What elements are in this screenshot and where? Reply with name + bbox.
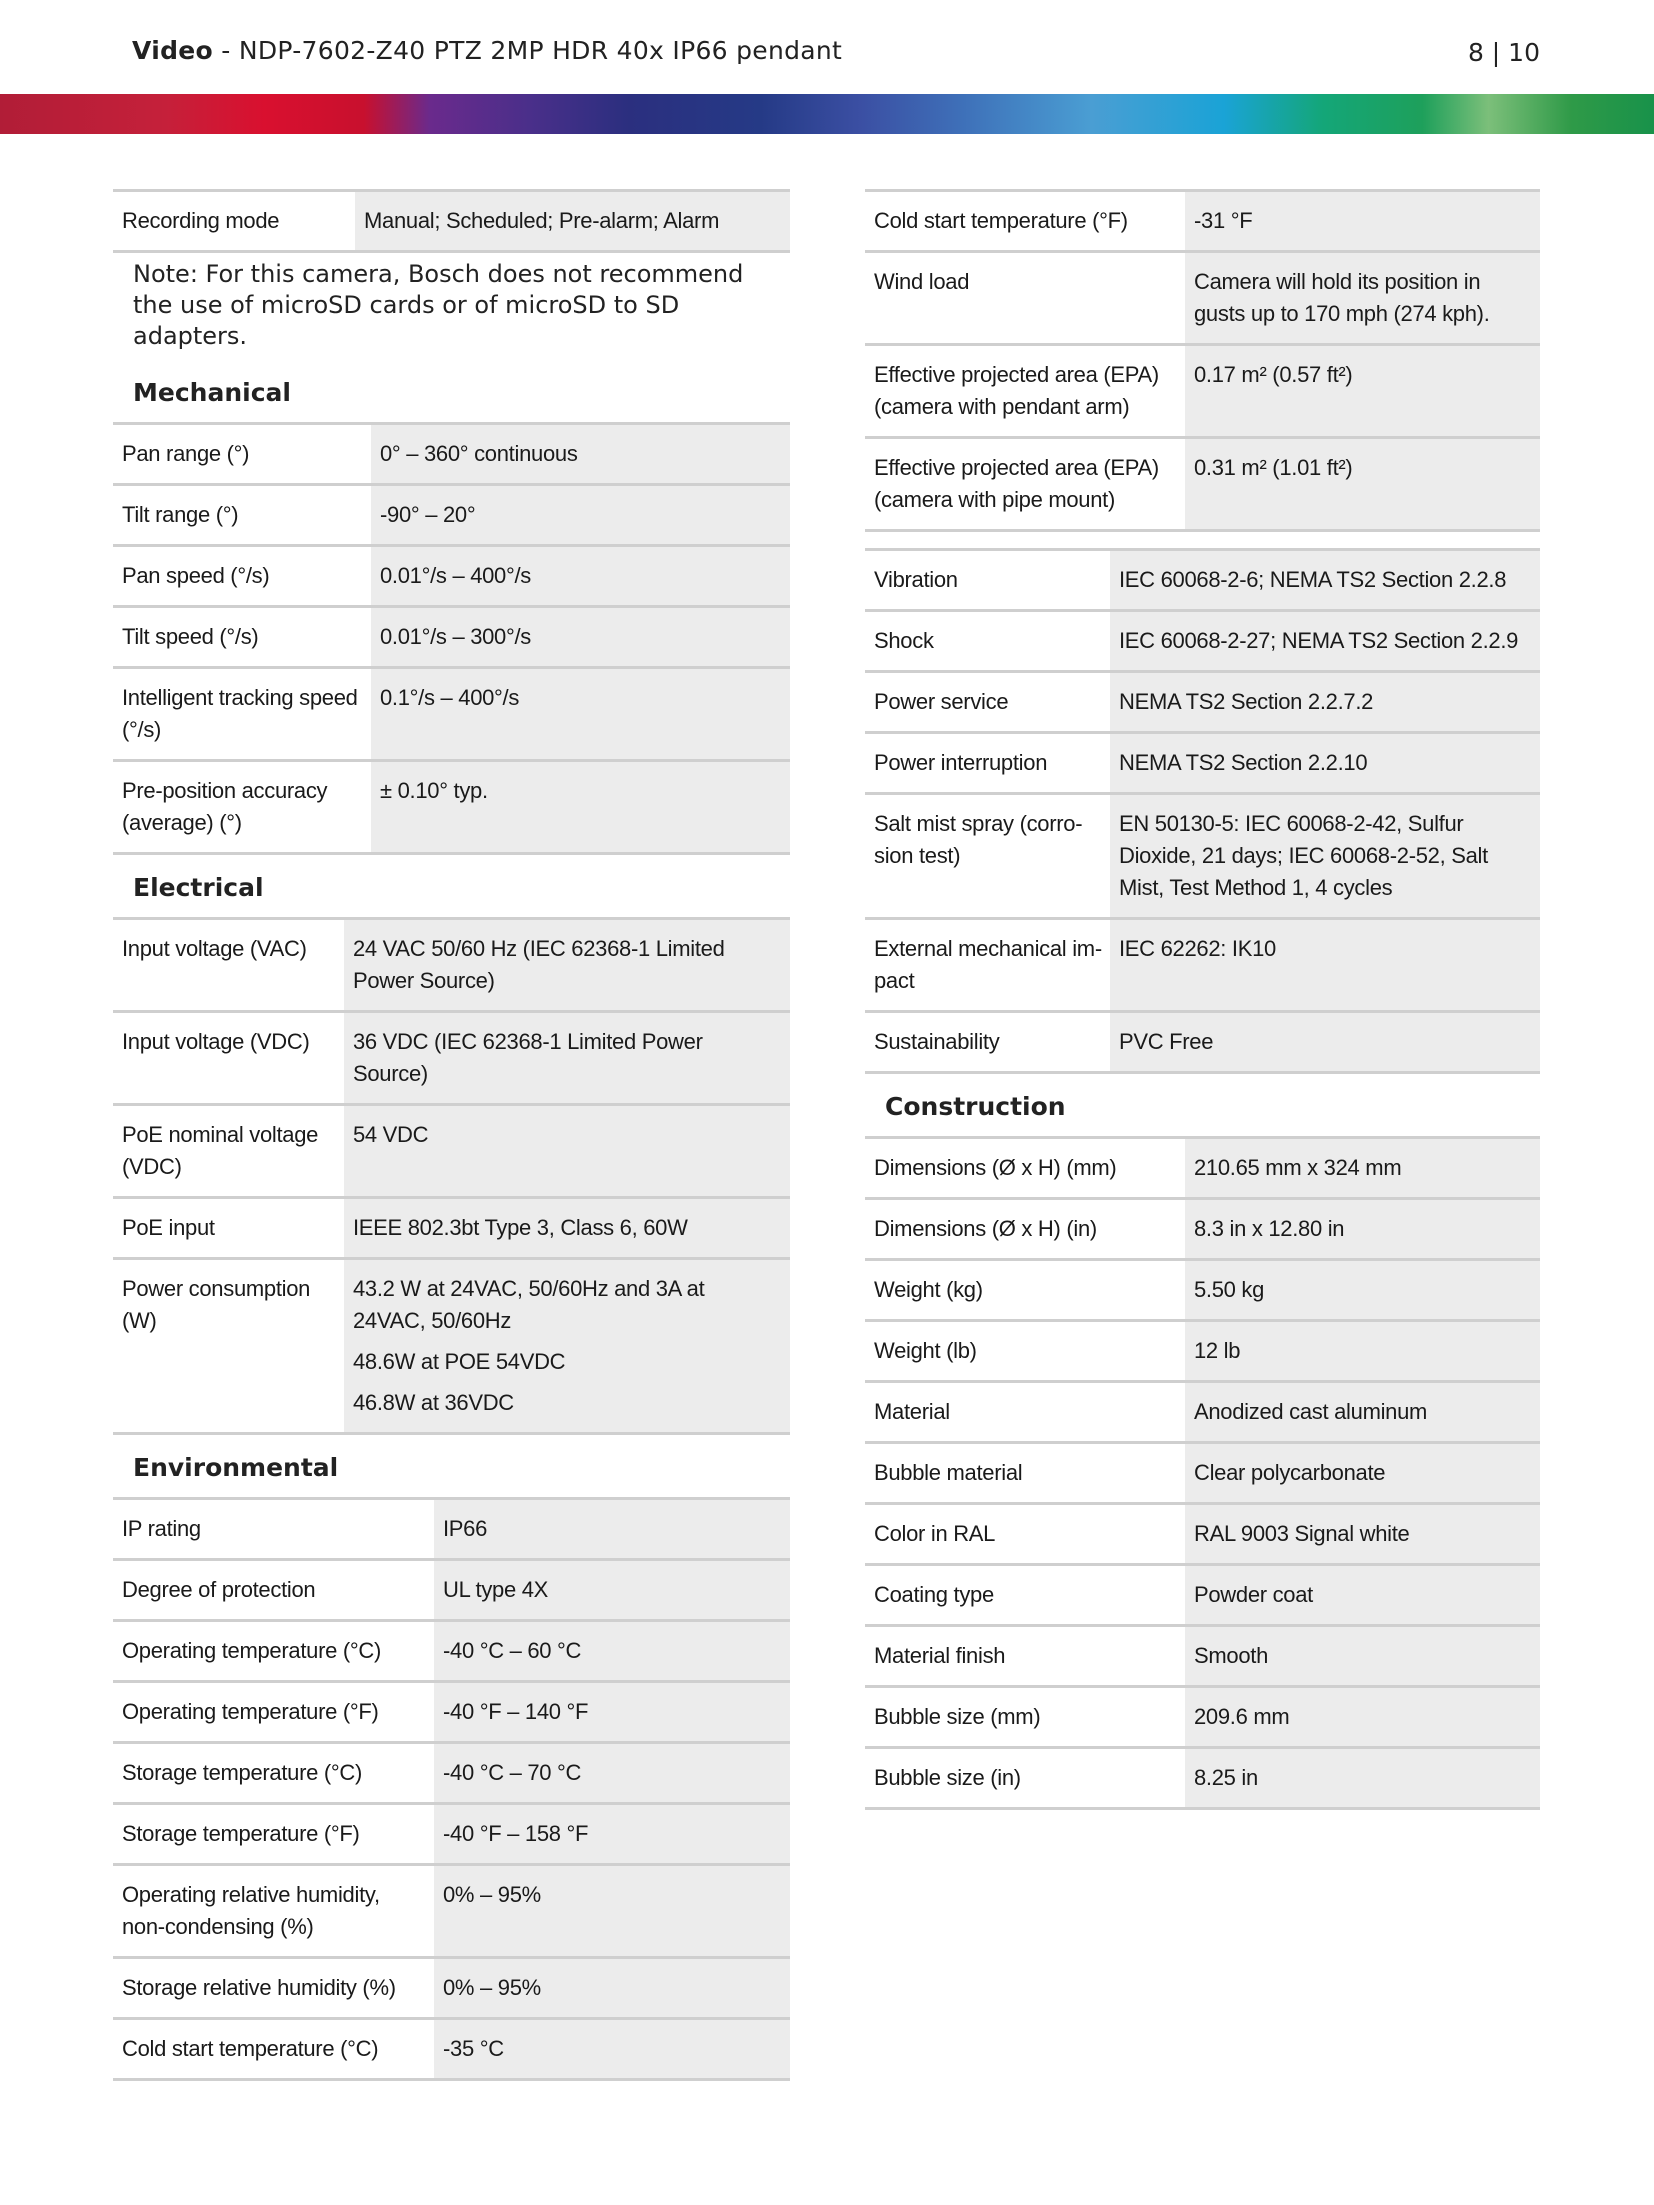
spec-row [113,668,790,761]
spec-row [113,1259,790,1434]
spec-value-line: 210.65 mm x 324 mm [1194,1155,1402,1180]
spec-value [371,607,790,668]
spec-row [865,919,1540,1012]
spec-row [113,485,790,546]
table-gap [865,532,1540,548]
spec-label: Bubble size (in) [874,1765,1021,1790]
spec-value [1185,1626,1540,1687]
spec-label: Cold start temperature (°F) [874,208,1128,233]
spec-value-line: Smooth [1194,1643,1269,1668]
spec-value-line: 0.01°/s – 300°/s [380,624,532,649]
spec-value [1185,1443,1540,1504]
spec-value-line: 48.6W at POE 54VDC [353,1349,566,1374]
spec-row [865,1012,1540,1073]
right-column [865,189,1540,1810]
spec-value-line: 46.8W at 36VDC [353,1390,514,1415]
spec-label: Operating relative humidity, non-condensing (%) [122,1882,380,1939]
spec-label: Effective projected area (EPA) (camera with pendant arm) [874,362,1159,419]
spec-row [113,1743,790,1804]
spec-value-line: -40 °F – 140 °F [443,1699,589,1724]
spec-value-line: -40 °C – 70 °C [443,1760,582,1785]
spec-value [1110,1012,1540,1073]
spec-label: Input voltage (VDC) [122,1029,310,1054]
construction-table [865,1136,1540,1810]
spec-value-line: -40 °F – 158 °F [443,1821,589,1846]
spec-label: Weight (lb) [874,1338,977,1363]
spec-row [865,672,1540,733]
brand-color-band [0,94,1654,134]
spec-row [865,1504,1540,1565]
spec-label: Vibration [874,567,958,592]
spec-label: Intelligent tracking speed (°/s) [122,685,358,742]
spec-label: Storage temperature (°F) [122,1821,360,1846]
spec-label: Tilt speed (°/s) [122,624,259,649]
spec-value-line: 5.50 kg [1194,1277,1265,1302]
spec-row [113,191,790,252]
spec-value-line: 24 VAC 50/60 Hz (IEC 62368-1 Limited Power Source) [353,936,725,993]
spec-value [1185,1382,1540,1443]
spec-row [865,611,1540,672]
spec-label: Wind load [874,269,970,294]
spec-row [113,1958,790,2019]
spec-label: IP rating [122,1516,201,1541]
spec-label: Color in RAL [874,1521,996,1546]
spec-value [434,1958,790,2019]
spec-value [1110,611,1540,672]
spec-label: Material finish [874,1643,1006,1668]
spec-value [371,424,790,485]
spec-label: PoE nominal voltage (VDC) [122,1122,319,1179]
spec-value [434,1682,790,1743]
spec-value [1185,1687,1540,1748]
spec-value [344,1105,790,1198]
spec-value-line: Camera will hold its position in gusts up to 170 mph (274 kph). [1194,269,1490,326]
spec-value-line: NEMA TS2 Section 2.2.7.2 [1119,689,1374,714]
spec-value [1110,919,1540,1012]
spec-value [355,191,790,252]
spec-label: PoE input [122,1215,215,1240]
spec-value-line: 0.17 m² (0.57 ft²) [1194,362,1353,387]
spec-label: Storage temperature (°C) [122,1760,363,1785]
spec-value-line: Anodized cast aluminum [1194,1399,1428,1424]
spec-value-line: Manual; Scheduled; Pre-alarm; Alarm [364,208,720,233]
spec-value [434,1621,790,1682]
spec-label: Cold start temperature (°C) [122,2036,379,2061]
spec-row [113,1012,790,1105]
spec-value-line: UL type 4X [443,1577,549,1602]
spec-row [865,1443,1540,1504]
spec-value-line: -40 °C – 60 °C [443,1638,582,1663]
spec-label: Effective projected area (EPA) (camera with pipe mount) [874,455,1159,512]
recording-table [113,189,790,253]
spec-row [113,1105,790,1198]
spec-label: Power consumption (W) [122,1276,311,1333]
spec-row [865,1199,1540,1260]
spec-value [371,668,790,761]
spec-value [1185,1199,1540,1260]
spec-label: Pan speed (°/s) [122,563,270,588]
spec-value-line: IEC 60068-2-6; NEMA TS2 Section 2.2.8 [1119,567,1507,592]
spec-row [113,1499,790,1560]
spec-value-line: 0.31 m² (1.01 ft²) [1194,455,1353,480]
section-title-mechanical: Mechanical [133,378,291,407]
page-header [0,0,1654,94]
spec-value-line: EN 50130-5: IEC 60068-2-42, Sulfur Dioxide, 21 days; IEC 60068-2-52, Salt Mist, Test Method 1, 4 cycles [1119,811,1488,900]
spec-label: Bubble size (mm) [874,1704,1041,1729]
spec-value [344,919,790,1012]
spec-value-line: 36 VDC (IEC 62368-1 Limited Power Source) [353,1029,703,1086]
spec-row [113,761,790,854]
microsd-note: Note: For this camera, Bosch does not recommend the use of microSD cards or of microSD to SD adapters. [133,260,744,350]
spec-value [1110,672,1540,733]
spec-row [113,424,790,485]
spec-value-line: 8.3 in x 12.80 in [1194,1216,1345,1241]
spec-row [865,252,1540,345]
spec-value [371,546,790,607]
spec-row [113,1198,790,1259]
spec-row [113,1621,790,1682]
spec-row [865,794,1540,919]
spec-row [865,1321,1540,1382]
spec-row [113,607,790,668]
spec-row [113,546,790,607]
spec-value [434,2019,790,2080]
environmental-table [113,1497,790,2081]
spec-label: Dimensions (Ø x H) (in) [874,1216,1097,1241]
spec-row [113,2019,790,2080]
spec-row [865,1626,1540,1687]
spec-label: Input voltage (VAC) [122,936,307,961]
spec-value-line: 0.1°/s – 400°/s [380,685,520,710]
spec-label: Power service [874,689,1009,714]
spec-value-line: Powder coat [1194,1582,1313,1607]
spec-row [865,191,1540,252]
spec-value-line: IP66 [443,1516,488,1541]
spec-label: Material [874,1399,950,1424]
spec-row [113,1682,790,1743]
section-title-environmental: Environmental [133,1453,339,1482]
spec-row [865,1687,1540,1748]
spec-label: Pre-position accuracy (average) (°) [122,778,328,835]
spec-value [434,1865,790,1958]
spec-label: Power interruption [874,750,1048,775]
spec-value-line: 0% – 95% [443,1975,541,2000]
spec-row [113,1560,790,1621]
spec-row [865,733,1540,794]
left-column [113,189,790,2081]
spec-value-line: 54 VDC [353,1122,429,1147]
spec-value [1110,794,1540,919]
spec-row [865,1260,1540,1321]
spec-value [1110,733,1540,794]
spec-value [1185,1565,1540,1626]
spec-value-line: -35 °C [443,2036,504,2061]
spec-row [865,1748,1540,1809]
spec-row [113,919,790,1012]
spec-value-line: IEC 60068-2-27; NEMA TS2 Section 2.2.9 [1119,628,1519,653]
spec-value [344,1259,790,1434]
spec-row [113,1804,790,1865]
spec-value-line: NEMA TS2 Section 2.2.10 [1119,750,1368,775]
spec-value [1185,438,1540,531]
spec-value-line: 12 lb [1194,1338,1241,1363]
document-title-category: Video [132,36,214,65]
spec-row [865,1382,1540,1443]
spec-label: Degree of protection [122,1577,316,1602]
spec-row [865,345,1540,438]
spec-label: Sustainability [874,1029,1000,1054]
spec-value [434,1804,790,1865]
spec-value [1185,1748,1540,1809]
spec-label: Storage relative humidity (%) [122,1975,396,2000]
spec-value [434,1743,790,1804]
spec-value [1185,1504,1540,1565]
spec-value [1185,1138,1540,1199]
spec-row [865,1565,1540,1626]
spec-value [371,485,790,546]
spec-row [865,550,1540,611]
spec-value-line: -31 °F [1194,208,1253,233]
spec-value-line: IEC 62262: IK10 [1119,936,1276,961]
document-title [132,36,842,65]
spec-label: External mechanical im-pact [874,936,1102,993]
spec-label: Shock [874,628,934,653]
document-title-product: - NDP-7602-Z40 PTZ 2MP HDR 40x IP66 pendant [213,36,843,65]
electrical-table [113,917,790,1435]
spec-label: Bubble material [874,1460,1023,1485]
spec-value [1110,550,1540,611]
spec-value [1185,252,1540,345]
spec-value-line: 43.2 W at 24VAC, 50/60Hz and 3A at 24VAC, 50/60Hz [353,1276,705,1333]
spec-value [344,1198,790,1259]
spec-label: Coating type [874,1582,994,1607]
spec-row [865,438,1540,531]
spec-label: Pan range (°) [122,441,250,466]
spec-label: Dimensions (Ø x H) (mm) [874,1155,1117,1180]
spec-value-line: 8.25 in [1194,1765,1258,1790]
spec-value-line: 0.01°/s – 400°/s [380,563,532,588]
spec-label: Operating temperature (°C) [122,1638,381,1663]
spec-value [1185,345,1540,438]
spec-label: Salt mist spray (corro-sion test) [874,811,1083,868]
spec-value-line: 209.6 mm [1194,1704,1290,1729]
spec-label: Operating temperature (°F) [122,1699,379,1724]
spec-row [865,1138,1540,1199]
spec-value [1185,191,1540,252]
section-title-construction: Construction [885,1092,1066,1121]
spec-value-line: Clear polycarbonate [1194,1460,1386,1485]
mechanical-table [113,422,790,855]
spec-label: Tilt range (°) [122,502,239,527]
spec-value-line: 0% – 95% [443,1882,541,1907]
standards-table [865,548,1540,1074]
spec-value [1185,1321,1540,1382]
spec-value-line: 0° – 360° continuous [380,441,578,466]
spec-value [434,1560,790,1621]
spec-value [1185,1260,1540,1321]
spec-value [344,1012,790,1105]
spec-value-line: IEEE 802.3bt Type 3, Class 6, 60W [353,1215,688,1240]
spec-label: Weight (kg) [874,1277,983,1302]
spec-label: Recording mode [122,208,280,233]
spec-value-line: ± 0.10° typ. [380,778,488,803]
environmental-continued-table [865,189,1540,532]
spec-value [434,1499,790,1560]
spec-value [371,761,790,854]
spec-value-line: PVC Free [1119,1029,1214,1054]
page-number: 8 | 10 [1467,38,1540,67]
spec-row [113,1865,790,1958]
spec-value-line: -90° – 20° [380,502,476,527]
section-title-electrical: Electrical [133,873,264,902]
spec-value-line: RAL 9003 Signal white [1194,1521,1410,1546]
